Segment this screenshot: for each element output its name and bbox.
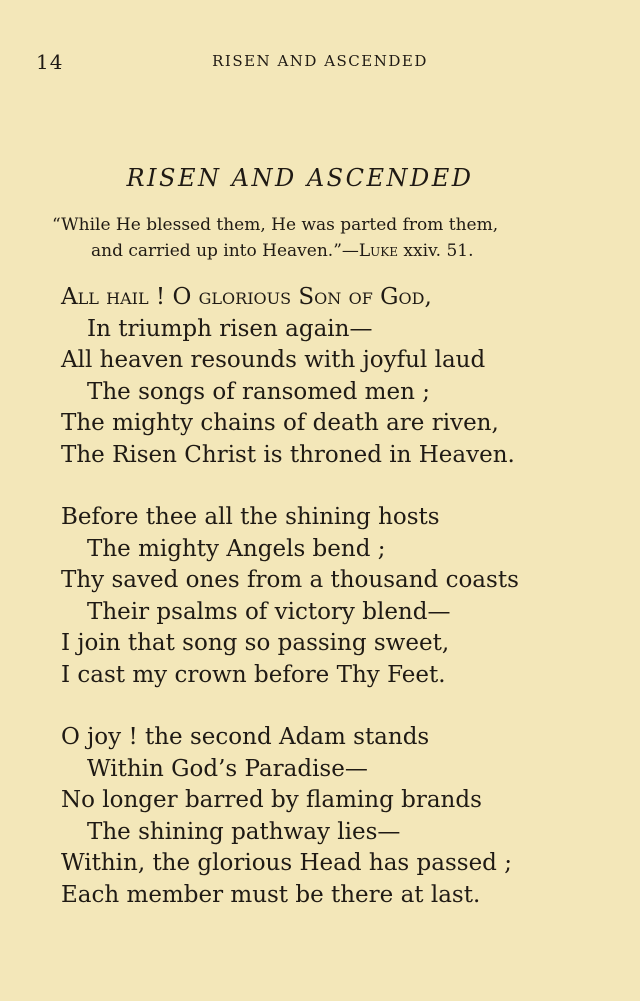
page-number: 14 bbox=[36, 50, 64, 74]
epigraph-citation-book: Luke bbox=[358, 241, 399, 261]
poem-line bbox=[61, 282, 621, 314]
poem-body bbox=[61, 282, 621, 942]
poem-line: Each member must be there at last. bbox=[61, 881, 481, 908]
poem-line: Their psalms of victory blend— bbox=[87, 598, 451, 625]
poem-title: RISEN AND ASCENDED bbox=[126, 164, 474, 192]
poem-line: Within God’s Paradise— bbox=[87, 755, 368, 782]
poem-line: Thy saved ones from a thousand coasts bbox=[61, 567, 519, 593]
epigraph-quote-end: and carried up into Heaven.”— bbox=[91, 241, 359, 261]
running-head: RISEN AND ASCENDED bbox=[212, 52, 428, 70]
page-header bbox=[0, 48, 640, 76]
poem-line: Before thee all the shining hosts bbox=[61, 504, 440, 530]
poem-line: In triumph risen again— bbox=[87, 315, 373, 342]
stanza-3 bbox=[61, 722, 621, 911]
stanza-2 bbox=[61, 502, 621, 691]
epigraph bbox=[52, 212, 552, 264]
poem-line-text: All hail ! O glorious Son of God, bbox=[61, 284, 432, 310]
poem-line: The songs of ransomed men ; bbox=[87, 378, 430, 405]
poem-line: I join that song so passing sweet, bbox=[61, 630, 450, 656]
poem-line: No longer barred by flaming brands bbox=[61, 787, 482, 813]
poem-line: The mighty chains of death are riven, bbox=[61, 410, 499, 436]
epigraph-line-2 bbox=[52, 238, 552, 264]
poem-line: The shining pathway lies— bbox=[87, 818, 401, 845]
epigraph-citation-reference: xxiv. 51. bbox=[398, 241, 474, 261]
stanza-1 bbox=[61, 282, 621, 471]
poem-line: O joy ! the second Adam stands bbox=[61, 724, 430, 750]
poem-line: The Risen Christ is throned in Heaven. bbox=[61, 441, 515, 468]
poem-line: I cast my crown before Thy Feet. bbox=[61, 661, 446, 688]
poem-line: All heaven resounds with joyful laud bbox=[61, 347, 486, 373]
poem-line: Within, the glorious Head has passed ; bbox=[61, 850, 512, 876]
epigraph-line-1: “While He blessed them, He was parted from them, bbox=[52, 215, 499, 235]
poem-line: The mighty Angels bend ; bbox=[87, 535, 386, 562]
